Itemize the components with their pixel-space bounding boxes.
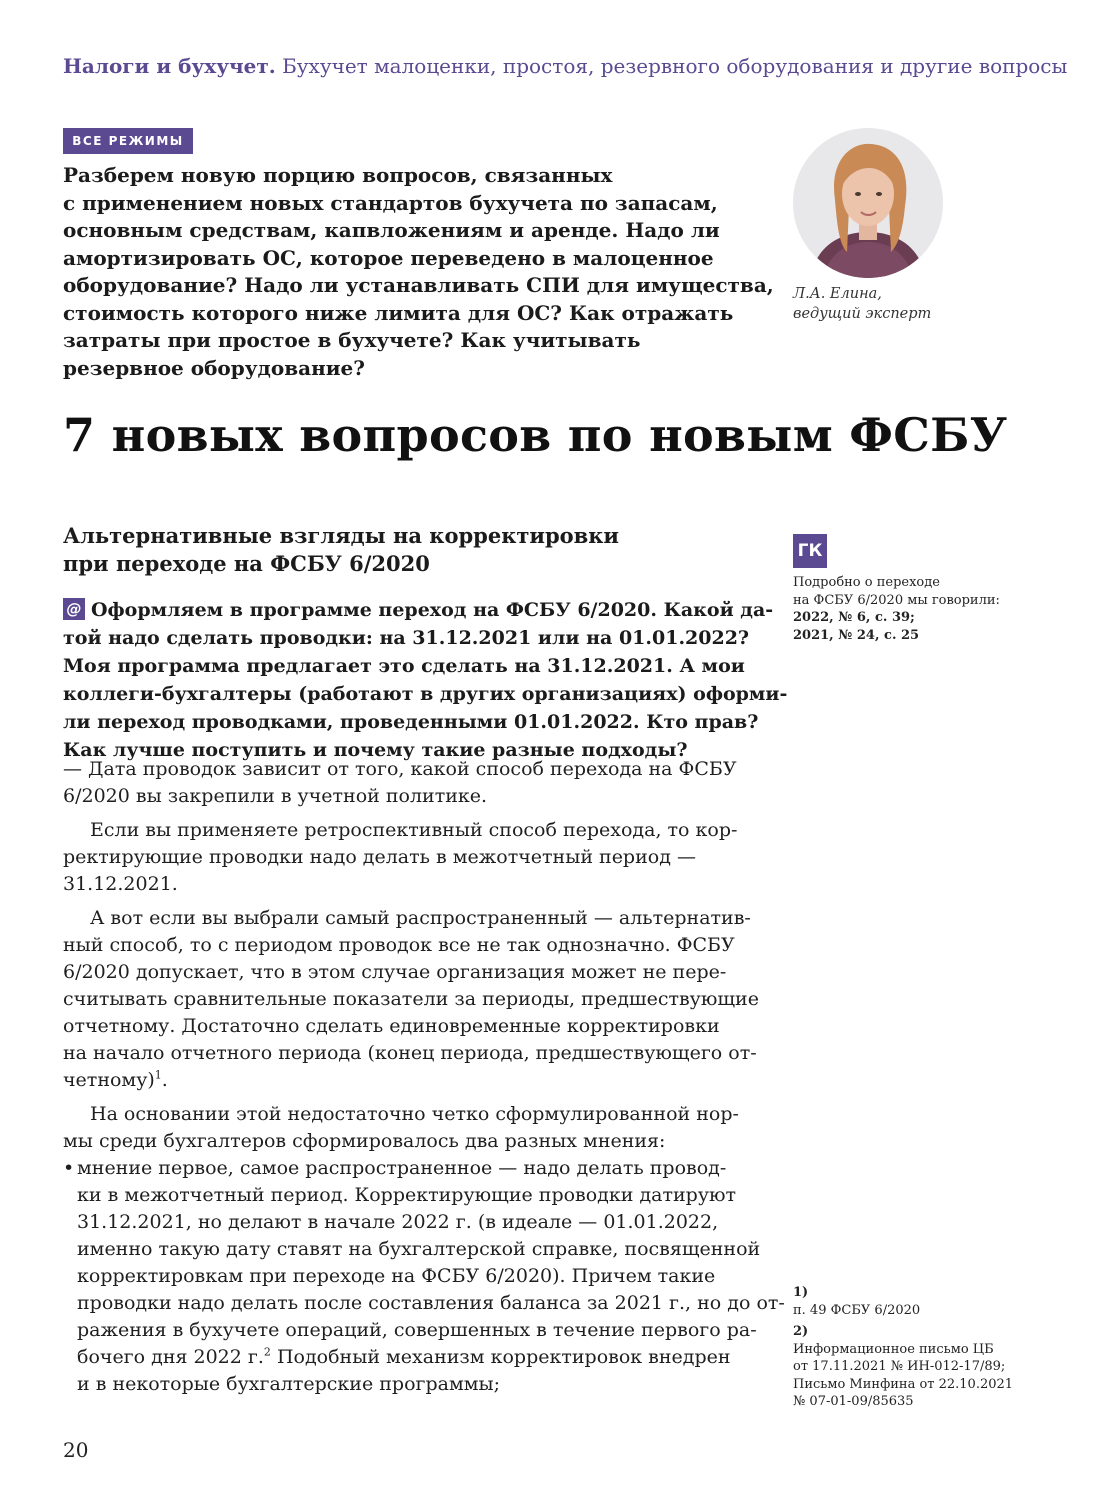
answer-paragraph: На основании этой недостаточно четко сформулированной нор- мы среди бухгалтеров сформировалось два разных мнения:: [63, 1103, 739, 1152]
author-caption: [793, 284, 931, 324]
tax-regime-badge: ВСЕ РЕЖИМЫ: [63, 128, 193, 154]
sidebar-note: Подробно о переходе на ФСБУ 6/2020 мы говорили: 2022, № 6, с. 39; 2021, № 24, с. 25: [793, 575, 1000, 643]
article-title: 7 новых вопросов по новым ФСБУ: [63, 408, 1008, 462]
author-name: Л.А. Елина,: [793, 286, 882, 302]
lead-paragraph: Разберем новую порцию вопросов, связанных с применением новых стандартов бухучета по запасам, основным средствам, капвложениям и аренде. Надо ли амортизировать ОС, которое переведено в малоценное оборудование? Надо ли устанавливать СПИ для имущества, стоимость которого ниже лимита для ОС? Как отражать затраты при простое в бухучете? Как учитывать резервное оборудование?: [63, 163, 774, 380]
footnotes: 1) п. 49 ФСБУ 6/2020 2) Информационное письмо ЦБ от 17.11.2021 № ИН-012-17/89; Письмо Минфина от 22.10.2021 № 07-01-09/85635: [793, 1285, 1014, 1409]
issue-reference[interactable]: 2021, № 24, с. 25: [793, 627, 920, 643]
section-heading: Альтернативные взгляды на корректировки при переходе на ФСБУ 6/2020: [63, 523, 619, 576]
glavkniga-logo-icon: ГК: [793, 534, 827, 568]
running-head: [63, 54, 1067, 78]
answer-paragraph: — Дата проводок зависит от того, какой способ перехода на ФСБУ 6/2020 вы закрепили в учетной политике.: [63, 758, 737, 807]
author-photo: [793, 128, 943, 278]
footnote-ref[interactable]: 2: [263, 1345, 271, 1359]
footnote-ref[interactable]: 1: [154, 1068, 162, 1082]
list-item: • мнение первое, самое распространенное — надо делать провод- ки в межотчетный период. Корректирующие проводки датируют 31.12.2021, но делают в начале 2022 г. (в идеале — 01.01.2022, именно такую дату ставят на бухгалтерской справке, посвященной корректировкам при переходе на ФСБУ 6/2020). Причем такие проводки надо делать после составления баланса за 2021 г., но до от- ражения в бухучете операций, совершенных в течение первого ра- бочего дня 2022 г.$^2$ Подобный механизм корректировок внедрен и в некоторые бухгалтерские программы;: [63, 1157, 785, 1395]
author-role: ведущий эксперт: [793, 306, 932, 322]
bullet-icon: •: [63, 1157, 75, 1179]
answer-paragraph: Если вы применяете ретроспективный способ перехода, то кор- ректирующие проводки надо делать в межотчетный период — 31.12.2021.: [63, 819, 738, 895]
page-number: 20: [63, 1438, 89, 1462]
answer-paragraph: А вот если вы выбрали самый распространенный — альтернатив- ный способ, то с периодом проводок все не так однозначно. ФСБУ 6/2020 допускает, что в этом случае организация может не пере- считывать сравнительные показатели за периоды, предшествующие отчетному. Достаточно сделать единовременные корректировки на начало отчетного периода (конец периода, предшествующего от- четному)$^1$.: [63, 907, 759, 1091]
section-name: Налоги и бухучет.: [63, 54, 276, 78]
email-question-icon: @: [63, 598, 85, 620]
section-topic: Бухучет малоценки, простоя, резервного оборудования и другие вопросы: [282, 54, 1068, 78]
answer-text: [63, 756, 785, 1398]
issue-reference[interactable]: 2022, № 6, с. 39;: [793, 610, 915, 625]
reader-question: @ Оформляем в программе переход на ФСБУ 6/2020. Какой да- той надо сделать проводки: на 31.12.2021 или на 01.01.2022? Моя программа предлагает это сделать на 31.12.2021. А мои коллеги-бухгалтеры (работают в других организациях) оформи- ли переход проводками, проведенными 01.01.2022. Кто прав? Как лучше поступить и почему такие разные подходы?: [63, 599, 788, 761]
